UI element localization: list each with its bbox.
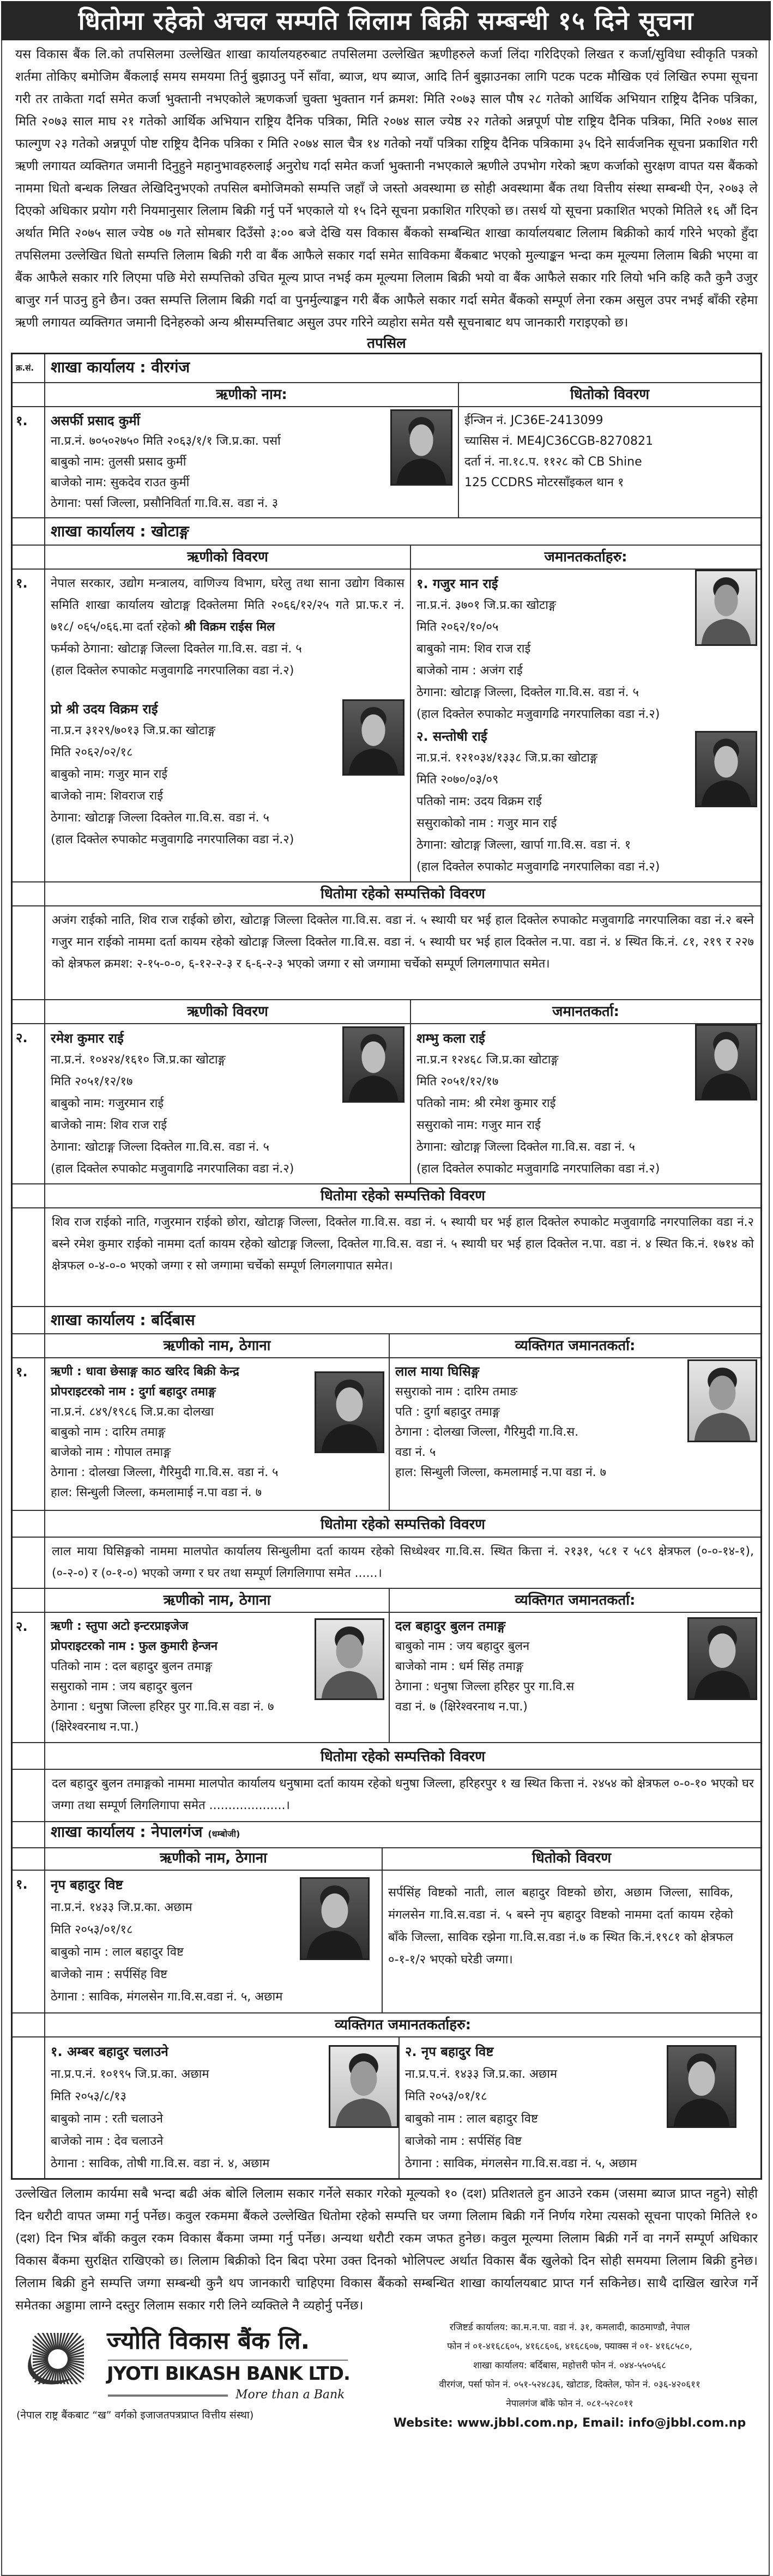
entry-row: [13, 1612, 760, 1742]
borrower-detail-line: बाबुको नाम : दारिम तमाङ्ग: [51, 1425, 166, 1439]
guarantor-detail-line: ना.प्र.नं. ३७०१ जि.प्र.का खोटाङ्ग: [416, 598, 556, 612]
guarantor-photo: [329, 2045, 398, 2128]
borrower-cell: [45, 1613, 389, 1742]
guarantor-detail-line: ठेगाना : साविक, तोषी गा.वि.स. वडा नं. ४, अछाम: [51, 2157, 270, 2170]
borrower-detail-line: मिति २०५१/१२/१७: [51, 1075, 133, 1089]
contact-line: रजिष्टर्ड कार्यालय: का.म.न.पा. वडा नं. ३१, कमलादी, काठमाण्डौ, नेपाल: [449, 2322, 690, 2333]
borrower-header: ऋणीको नाम, ठेगाना: [163, 1338, 271, 1354]
borrower-header: ऋणीको विवरण: [187, 549, 268, 565]
column-header-row: [13, 1588, 760, 1612]
borrower-title-line: ऋणी : स्तुपा अटो इन्टरप्राइजेज: [51, 1619, 189, 1633]
borrower-cell: [45, 1871, 382, 2012]
bank-name-english: JYOTI BIKASH BANK LTD.: [107, 2363, 350, 2385]
guarantor-detail-line: ससुराको नाम : दारिम तमाङ: [395, 1385, 518, 1399]
guarantor-detail-line: मिति २०५३/८/१३: [51, 2090, 126, 2103]
guarantor-detail-line: मिति २०६२/१०/०५: [416, 620, 499, 634]
guarantor-detail-line: वडा नं. ७ (क्षिरेश्वरनाथ न.पा.): [395, 1700, 528, 1714]
contact-line: वीरगंज, पर्सा फोन नं. ०५१-५२४८३६, खोटाङ, दिक्तेल, फोन नं. ०३६-४२०६११: [439, 2379, 700, 2390]
borrower-detail-line: ना.प्र.नं. १४३३ जि.प्र.का. अछाम: [51, 1901, 192, 1914]
borrower-detail-line: ठेगाना: खोटाङ्ग जिल्ला दिक्तेल गा.वि.स. वडा नं. ५: [51, 1140, 269, 1154]
guarantor-photo: [695, 570, 757, 646]
collateral-detail-line: ईन्जिन नं. JC36E-2413099: [464, 414, 603, 427]
guarantor-name: २. सन्तोषी राई: [416, 729, 487, 744]
guarantor-detail-line: ना.प्र.प.नं. १४३३ जि.प्र.का. अछाम: [405, 2067, 558, 2081]
borrower-photo: [390, 409, 452, 486]
borrower-photo: [315, 1618, 384, 1700]
borrower-detail-line: (हाल दिक्तेल रुपाकोट मजुवागढि नगरपालिका वडा नं.२): [51, 1162, 294, 1176]
contact-line: शाखा कार्यालय: बर्दिबास, महोत्तरी फोन नं. ०४४-५५०५६८: [473, 2360, 666, 2371]
branch-note: (धम्बोजी): [208, 1829, 240, 1839]
proprietor-detail-line: बाबुको नाम: गजुर मान राई: [51, 767, 168, 781]
guarantor-detail-line: ठेगाना : साविक, मंगलसेन गा.वि.स.वडा नं. ५, अछाम: [405, 2157, 637, 2170]
property-row: [13, 1537, 760, 1588]
entry-row: [13, 406, 760, 517]
guarantor-name: १. गजुर मान राई: [416, 576, 498, 591]
bank-tagline: More than a Bank: [235, 2388, 345, 2402]
contact-line-list: [382, 2318, 758, 2414]
column-header-row: [13, 382, 760, 406]
borrower-detail-line: बाबुको नाम : लाल बहादुर विष्ट: [51, 1945, 184, 1959]
proprietor-detail-line: ना.प्र.न ३१२९/७०१३ जि.प्र.का खोटाङ्ग: [51, 724, 216, 737]
borrower-cell: [45, 1024, 410, 1183]
borrower-detail-line: बाजेको नाम : गोपाल तमाङ्ग: [51, 1446, 171, 1459]
borrower-detail-line: हाल: सिन्धुली जिल्ला, कमलामाई न.पा वडा नं. ७: [51, 1486, 262, 1499]
contact-line: फोन नं ०१-४१६८६०५, ४१६८६०६, ४१६८६०७, फ्याक्स नं ०१- ४१६८५८०,: [447, 2341, 692, 2352]
schedule-heading: तपसिल: [367, 335, 406, 352]
firm-name: श्री विक्रम राईस मिल: [184, 620, 275, 634]
property-row: [13, 1207, 760, 1306]
column-header-row: [13, 1333, 760, 1357]
person-silhouette-icon: [392, 411, 451, 484]
guarantor-detail-line: बाजेको नाम : अजंग राई: [416, 664, 523, 678]
borrower-photo: [342, 1026, 404, 1103]
guarantor-photo: [687, 1359, 757, 1442]
guarantor-detail-line: पति : दुर्गा बहादुर तमाङ्ग: [395, 1405, 500, 1419]
collateral-cell: [458, 407, 760, 517]
proprietor-detail-line: बाजेको नाम: शिवराज राई: [51, 789, 164, 803]
guarantor-photo: [667, 2045, 736, 2128]
bank-name-nepali: ज्योति विकास बैंक लि.: [107, 2327, 310, 2355]
firm-address-line: फर्मको ठेगाना: खोटाङ्ग जिल्ला दिक्तेल गा.वि.स. वडा नं. ५: [51, 642, 302, 656]
borrower-photo: [300, 1877, 370, 1960]
borrower-name: नृप बहादुर विष्ट: [51, 1877, 123, 1892]
property-description: अजंग राईको नाति, शिव राज राईको छोरा, खोटाङ्ग जिल्ला दिक्तेल गा.वि.स. वडा नं. ५ स्थायी घर भई हाल दिक्तेल रुपाकोट मजुवागढि नगरपालिका वडा नं.२ बस्ने गजुर मान राईको नाममा दर्ता कायम रहेको खोटाङ्ग जिल्ला दिक्तेल गा.वि.स. वडा नं. ५ स्थायी घर भई हाल दिक्तेल न.पा. वडा नं. ४ स्थित कि.नं. ८१, २१९ र २२७ को क्षेत्रफल क्रमश: २-१५-०-०, ६-१२-२-३ र ६-६-२-३ भएको जग्गा र सो जग्गामा चर्चेको सम्पूर्ण लिगलगापात समेत।: [52, 914, 754, 971]
guarantor-name: दल बहादुर बुलन तमाङ्ग: [395, 1618, 506, 1634]
guarantor-detail-line: ठेगाना: खोटाङ्ग जिल्ला, दिक्तेल गा.वि.स. वडा नं. ५: [416, 686, 639, 699]
borrower-detail-line: बाबुको नाम: गजुरमान राई: [51, 1097, 164, 1110]
borrower-cell: [45, 570, 410, 881]
guarantor-name: २. नृप बहादुर विष्ट: [405, 2044, 494, 2059]
collateral-description: सर्पसिंह विष्टको नाती, लाल बहादुर विष्टको छोरा, अछाम जिल्ला, साविक, मंगलसेन गा.वि.स.वडा नं. ५ बस्ने नृप बहादुर विष्टको नाममा दर्ता कायम रहेको बाँके जिल्ला, साविक रझेना गा.वि.स.वडा नं.७ क स्थित कि.नं.१९८१ को क्षेत्रफल ०-१-१/२ भएको घरेडी जग्गा।: [388, 1886, 733, 1967]
guarantor-detail-line: (हाल दिक्तेल रुपाकोट मजुवागढि नगरपालिका वडा नं.२): [416, 1162, 660, 1176]
column-header-row: [13, 999, 760, 1023]
borrower-detail-line: बाजेको नाम : सर्पसिंह विष्ट: [51, 1968, 168, 1981]
guarantor-header: व्यक्तिगत जमानतकर्ता:: [389, 1334, 760, 1357]
borrower-cell: [45, 1358, 389, 1510]
property-row: [13, 905, 760, 999]
person-silhouette-icon: [301, 1879, 368, 1958]
guarantor-detail-line: मिति २०५३/०१/१८: [405, 2090, 487, 2103]
entry-row: [13, 569, 760, 881]
firm-address-line-list: [51, 638, 404, 682]
borrower-detail-line: ठेगाना : दोलखा जिल्ला, गैरिमुदी गा.वि.स. वडा नं. ५: [51, 1466, 279, 1479]
serial-number: १.: [13, 1871, 45, 2012]
guarantor-name: १. अम्बर बहादुर चलाउने: [51, 2044, 168, 2059]
collateral-header: धितोको विवरण: [458, 383, 760, 406]
license-note: (नेपाल राष्ट्र बैंकबाट “ख” वर्गको इजाजतपत्रप्राप्त वित्तीय संस्था): [16, 2409, 254, 2421]
schedule-table: [11, 353, 762, 2180]
borrower-title-line: प्रोपराइटरको नाम : दुर्गा बहादुर तमाङ्ग: [51, 1385, 216, 1399]
borrower-header: ऋणीको नाम, ठेगाना: [160, 1850, 267, 1866]
borrower-name: रमेश कुमार राई: [51, 1031, 124, 1046]
property-row: [13, 1769, 760, 1821]
person-silhouette-icon: [689, 1619, 756, 1698]
borrower-detail-line: ठेगाना: पर्सा जिल्ला, प्रसौनिविर्ता गा.वि.स. वडा नं. ३: [51, 497, 279, 510]
person-silhouette-icon: [316, 1373, 383, 1452]
guarantor-block: [416, 725, 755, 878]
borrower-cell: [45, 407, 458, 517]
notice-title: धितोमा रहेको अचल सम्पति लिलाम बिक्री सम्बन्धी १५ दिने सूचना: [1, 1, 771, 40]
entry-row: [13, 1870, 760, 2012]
borrower-detail-line: ना.प्र.नं. ८४९/१९८६ जि.प्र.का दोलखा: [51, 1405, 214, 1419]
guarantor-detail-line: (हाल दिक्तेल रुपाकोट मजुवागढि नगरपालिका वडा नं.२): [416, 860, 660, 874]
person-silhouette-icon: [697, 1026, 756, 1099]
borrower-header: ऋणीको नाम:: [216, 386, 287, 403]
footer: [0, 2317, 773, 2448]
borrower-detail-line: (क्षिरेश्वरनाथ न.पा.): [51, 1720, 139, 1734]
property-description: लाल माया घिसिङ्गको नाममा मालपोत कार्यालय सिन्धुलीमा दर्ता कायम रहेको सिध्धेश्वर गा.वि.स. स्थित कित्ता नं. २१३१, ५८१ र ५८९ क्षेत्रफल (०-०-१४-१), (०-२-०) र (०-१-०) भएको जग्गा र घर तथा सम्पूर्ण लिगलिगापा समेत ......।: [52, 1545, 754, 1580]
guarantor-detail-line: ठेगाना : धनुषा जिल्ला हरिहर पुर गा.वि.स: [395, 1680, 575, 1694]
proprietor-photo: [342, 699, 404, 776]
borrower-photo: [315, 1371, 384, 1453]
branch-row-nepalgunj: [13, 1821, 760, 1847]
borrower-detail-line: ठेगाना : धनुषा जिल्ला हरिहर पुर गा.वि.स वडा नं. ७: [51, 1700, 274, 1714]
borrower-detail-line: ठेगाना : साविक, मंगलसेन गा.वि.स.वडा नं. ५, अछाम: [51, 1990, 283, 2004]
guarantor-name: लाल माया घिसिङ्ग: [395, 1364, 480, 1379]
guarantor-photo: [687, 1617, 757, 1700]
property-header: धितोमा रहेको सम्पत्तिको विवरण: [321, 1516, 485, 1533]
borrower-title-line: ऋणी : धावा छेसाङ्ग काठ खरिद बिक्री केन्द्र: [51, 1365, 239, 1378]
column-header-row: [13, 1847, 760, 1870]
person-silhouette-icon: [330, 2047, 397, 2126]
property-header-row: [13, 1183, 760, 1207]
proprietor-detail-line: मिति २०६२/०२/१८: [51, 746, 133, 759]
branch-row-khotang: [13, 517, 760, 545]
person-silhouette-icon: [316, 1620, 383, 1698]
guarantor-header: व्यक्तिगत जमानतकर्ताहरु:: [334, 2017, 472, 2033]
proprietor-detail-line: (हाल दिक्तेल रुपाकोट मजुवागढि नगरपालिका वडा नं.२): [51, 833, 294, 846]
guarantor-detail-line: पतिको नाम: उदय विक्रम राई: [416, 795, 542, 808]
guarantor-header-row: [13, 2012, 760, 2036]
contact-line: नेपालगंज बाँके फोन नं. ०८१-५२८०११: [506, 2398, 633, 2409]
serial-header-label: क्र.सं.: [16, 363, 34, 373]
serial-number: २.: [13, 1024, 45, 1183]
collateral-detail-line: दर्ता नं. ना.१८.प. ११२८ को CB Shine: [464, 455, 642, 469]
website-email[interactable]: Website: www.jbbl.com.np, Email: info@jbbl.com.np: [393, 2416, 746, 2430]
closing-paragraph: उल्लेखित लिलाम कार्यमा सबै भन्दा बढी अंक बोलि लिलाम सकार गर्नेले सकार गरेको मूल्यको १० (दश) प्रतिशतले हुन आउने रकम (जसमा ब्याज प्राप्त नहुने) सोही दिन धरौटी वापत जम्मा गर्नु पर्नेछ। कवुल रकममा बैंकले उल्लेखित धितोमा रहेको सम्पत्ति घर जग्गा लिलाम बिक्री गर्ने निर्णय गरेमा त्यसको सूचना पाएको मितिले १० (दश) दिन भित्र बाँकी कवुल रकम विकास बैंकमा जम्मा गर्नु पर्नेछ। अन्यथा धरौटी रकम जफत हुनेछ। कवुल मूल्यमा लिलाम बिक्री गर्ने वा नगर्ने सम्पूर्ण अधिकार विकास बैंकमा सुरक्षित राखिएको छ। लिलाम बिक्रीको दिन बिदा परेमा उक्त दिनको भोलिपल्ट अर्थात विकास बैंक खुलेको दिन सोही समयमा लिलाम बिक्री हुनेछ। लिलाम बिक्री हुने सम्पत्ति जग्गा सम्बन्धी कुनै थप जानकारी चाहिएमा विकास बैंकको सम्बन्धित शाखा कार्यालयबाट प्राप्त गर्न सकिनेछ। साथै दाखिल खारेज गर्ने समेतका अड्डामा लाग्ने दस्तुर लिलाम सकार गरी लिने व्यक्तिले नै व्यहोर्नु पर्नेछ।: [15, 2187, 758, 2313]
person-silhouette-icon: [344, 1028, 403, 1101]
entry-row: [13, 1023, 760, 1183]
person-silhouette-icon: [697, 733, 756, 806]
property-header-row: [13, 881, 760, 905]
guarantor-detail-line: ठेगाना: खोटाङ्ग जिल्ला, खार्पा गा.वि.स. वडा नं. १: [416, 838, 631, 852]
serial-header: [13, 354, 45, 382]
guarantor-cell: [389, 1358, 760, 1510]
guarantor-cell: [410, 570, 760, 881]
notice-body: [0, 44, 773, 2448]
collateral-cell: [382, 1871, 760, 2012]
branch-row-bardibas: [13, 1306, 760, 1333]
guarantor-detail-line: बाजेको नाम : सर्पसिंह विष्ट: [405, 2134, 522, 2148]
guarantor-detail-line: वडा नं. ५: [395, 1446, 436, 1459]
borrower-detail-line: बाजेको नाम: सुकदेव राउत कुर्मी: [51, 476, 190, 489]
serial-number: २.: [13, 1613, 45, 1742]
guarantor-detail-line: ठेगाना : दोलखा जिल्ला, गैरिमुदी गा.वि.स.: [395, 1425, 579, 1439]
column-header-row: [13, 545, 760, 569]
bank-logo-icon: [20, 2331, 85, 2385]
borrower-detail-line: बाजेको नाम: शिव राज राई: [51, 1118, 167, 1132]
branch-name: शाखा कार्यालय : बर्दिबास: [51, 1311, 195, 1329]
branch-name: शाखा कार्यालय : खोटाङ्ग: [51, 522, 189, 540]
branch-name: [45, 1822, 245, 1847]
serial-number: १.: [13, 570, 45, 881]
person-silhouette-icon: [697, 571, 756, 644]
person-silhouette-icon: [668, 2047, 735, 2126]
branch-row-birgunj: [13, 354, 760, 382]
intro-paragraph: यस विकास बैंक लि.को तपसिलमा उल्लेखित शाखा कार्यालयहरुबाट तपसिलमा उल्लेखित ऋणीहरुले कर्जा लिंदा गरिदिएको लिखत र कर्जा/सुविधा स्वीकृति पत्रको शर्तमा तोकिए बमोजिम बैंकलाई समय समयमा तिर्नु बुझाउनु पर्ने साँवा, ब्याज, थप ब्याज, आदि तिर्न बुझाउनका लागि पटक पटक मौखिक एवं लिखित रुपमा सूचना गरी तर ताकेता गर्दा समेत कर्जा भुक्तानी नभएकोले ऋणकर्जा चुक्ता भुक्तान गर्न क्रमश: मिति २०७३ साल पौष २८ गतेको आर्थिक अभियान राष्ट्रिय दैनिक पत्रिका, मिति २०७३ साल माघ २१ गतेको आर्थिक अभियान राष्ट्रिय दैनिक पत्रिका, मिति २०७४ साल ज्येष्ठ २२ गतेको अन्नपूर्ण पोष्ट राष्ट्रिय दैनिक पत्रिका, मिति २०७४ साल फाल्गुण २३ गतेको अन्नपूर्ण पोष्ट राष्ट्रिय दैनिक पत्रिका र मिति २०७४ साल चैत्र १४ गतेको नयाँ पत्रिका राष्ट्रिय दैनिक पत्रिकामा ३५ दिने सार्वजनिक सूचना प्रकाशित गरी ऋणी लगायत व्यक्तिगत जमानी दिनुहुने महानुभावहरुलाई अनुरोध गर्दा समेत कर्जा भुक्तानी नभएकाले ऋणीले उपभोग गरेको ऋण कर्जाको सुरक्षण वापत यस बैंकको नाममा धितो बन्धक लिखत लेखिदिनुभएको तपसिल बमोजिमको सम्पत्ति जहाँ जे जस्तो अवस्थामा छ सोही अवस्थामा बैंक तथा वित्तीय संस्था सम्बन्धी ऐन, २०७३ ले दिएको अधिकार प्रयोग गरी नियमानुसार लिलाम बिक्री गर्नु पर्ने भएकाले यो १५ दिने सूचना प्रकाशित गरिएको छ। तसर्थ यो सूचना प्रकाशित भएको मितिले १६ औं दिन अर्थात मिति २०७५ साल ज्येष्ठ ०७ गते सोमबार दिउँसो ३:०० बजे देखि यस विकास बैंकको सम्बन्धित शाखा कार्यालयबाट लिलाम बिक्रीको कार्य गरिने भएको हुँदा तपसिलमा उल्लेखित धितो सम्पत्ति लिलाम बिक्री गरी वा बैंक आफैले सकार गर्दा समेत साविकमा बैंकबाट भएको मुल्याङ्कन भन्दा कम मूल्यमा लिलाम बिक्री भएमा वा बैंक आफैले सकार गरि लिएमा पछि मेरो सम्पत्तिको उचित मूल्य प्राप्त नभई कम मूल्यमा लिलाम बिक्री भयो वा बैंक आफैले सकार गरि लियो भनि कहि कतै कुनै उजुर बाजुर गर्न पाउनु हुने छैन। उक्त सम्पत्ति लिलाम बिक्री गर्दा वा पुनर्मुल्याङ्कन गरी बैंक आफैले सकार गर्दा समेत बैंकको सम्पूर्ण लेना रकम असुल उपर नभई बाँकी रहेमा ऋणी लगायत व्यक्तिगत जमानी दिनेहरुको अन्य श्रीसम्पत्तिबाट असुल उपर गरिने व्यहोरा समेत यसै सूचनाबाट थप जानकारी गराइएको छ।: [15, 47, 758, 330]
guarantor-header: व्यक्तिगत जमानतकर्ता:: [389, 1589, 760, 1612]
borrower-detail-line: मिति २०५३/०१/१८: [51, 1923, 133, 1937]
collateral-detail-line: च्यासिस नं. ME4JC36CGB-8270821: [464, 434, 653, 448]
guarantor-block: [416, 573, 755, 725]
serial-number: १.: [13, 407, 45, 517]
borrower-header: ऋणीको विवरण: [187, 1003, 268, 1020]
collateral-detail-line-list: [464, 410, 755, 493]
guarantor-name: शम्भु कला राई: [416, 1031, 485, 1046]
property-header: धितोमा रहेको सम्पत्तिको विवरण: [321, 1749, 485, 1765]
guarantor-detail-line: ससुराको नाम: गजुर मान राई: [416, 1118, 541, 1132]
borrower-title-line: प्रोपराइटरको नाम : फुल कुमारी हेन्जन: [51, 1640, 218, 1653]
guarantor-detail-line: मिति २०५१/१२/१७: [416, 1075, 499, 1089]
guarantor-detail-line: ना.प्र.प.नं. १०१९५ जि.प्र.का. अछाम: [51, 2067, 209, 2081]
guarantor-header: जमानतकर्ताहरु:: [410, 546, 760, 569]
proprietor-block: [51, 698, 404, 851]
borrower-detail-line: बाबुको नाम: तुलसी प्रसाद कुर्मी: [51, 455, 186, 469]
guarantor-detail-line: बाबुको नाम : जय बहादुर बुलन: [395, 1640, 530, 1653]
guarantor-header: जमानतकर्ता:: [410, 1000, 760, 1023]
person-silhouette-icon: [344, 701, 403, 774]
guarantor-detail-line: ना.प्र.नं. १२१०३४/१३३८ जि.प्र.का खोटाङ्ग: [416, 751, 597, 765]
borrower-name: असर्फी प्रसाद कुर्मी: [51, 413, 140, 428]
guarantor-detail-line: पतिको नाम: श्री रमेश कुमार राई: [416, 1097, 556, 1110]
guarantor-detail-line: बाबुको नाम : रती चलाउने: [51, 2112, 163, 2126]
guarantor-cell: [389, 1613, 760, 1742]
borrower-detail-line: पतिको नाम : दल बहादुर बुलन तमाङ्ग: [51, 1660, 212, 1673]
borrower-detail-line: ना.प्र.नं. ७०५०२७५० मिति २०६३/१/१ जि.प्र.का. पर्सा: [51, 434, 281, 448]
branch-name: शाखा कार्यालय : वीरगंज: [51, 358, 190, 376]
guarantor-detail-line: बाबुको नाम : लाल बहादुर विष्ट: [405, 2112, 538, 2126]
guarantor-detail-line: बाजेको नाम : धर्म सिंह तमाङ्ग: [395, 1660, 523, 1673]
proprietor-detail-line: ठेगाना: खोटाङ्ग जिल्ला दिक्तेल गा.वि.स. वडा नं. ५: [51, 811, 269, 825]
guarantor-detail-line: ना.प्र.न १२४६८ जि.प्र.का खोटाङ्ग: [416, 1053, 559, 1067]
property-header-row: [13, 1510, 760, 1537]
guarantor-cell: [45, 2037, 398, 2178]
guarantor-detail-line: ससुराकोको नाम : गजुर मान राई: [416, 817, 557, 830]
guarantor-detail-line: बाजेको नाम : देव चलाउने: [51, 2134, 164, 2148]
guarantor-detail-line: (हाल दिक्तेल रुपाकोट मजुवागढि नगरपालिका वडा नं.२): [416, 708, 660, 721]
firm-address-line: (हाल दिक्तेल रुपाकोट मजुवागढि नगरपालिका वडा नं.२): [51, 664, 294, 678]
serial-number: १.: [13, 1358, 45, 1510]
guarantor-photo: [695, 731, 757, 807]
firm-registration-text: [51, 573, 404, 638]
contact-block: [382, 2318, 758, 2433]
divider: [108, 2360, 348, 2361]
guarantor-detail-line: बाबुको नाम: शिव राज राई: [416, 642, 531, 656]
borrower-detail-line-list: [51, 431, 384, 514]
property-header-row: [13, 1742, 760, 1769]
property-header: धितोमा रहेको सम्पत्तिको विवरण: [321, 886, 485, 902]
guarantor-detail-line: ठेगाना: खोटाङ्ग जिल्ला दिक्तेल गा.वि.स. वडा नं. ५: [416, 1140, 635, 1154]
guarantor-cell: [410, 1024, 760, 1183]
proprietor-name: प्रो श्री उदय विक्रम राई: [51, 702, 158, 717]
guarantor-cell: [398, 2037, 760, 2178]
collateral-header: धितोको विवरण: [382, 1848, 760, 1870]
entry-row: [13, 1357, 760, 1510]
property-description: दल बहादुर बुलन तमाङ्गको नाममा मालपोत कार्यालय धनुषामा दर्ता कायम रहेको धनुषा जिल्ला, हरिहरपुर १ ख स्थित कित्ता नं. २४५४ को क्षेत्रफल ०-०-१० भएको घर जग्गा तथा सम्पूर्ण लिगलिगापा समेत ....................।: [52, 1777, 754, 1812]
firm-registration: नेपाल सरकार, उद्योग मन्त्रालय, वाणिज्य विभाग, घरेलु तथा साना उद्योग विकास समिति शाखा कार्यालय खोटाङ्ग दिक्तेलमा मिति २०६६/१२/२५ गते प्रा.फ.र नं. ७१८/ ०६५/०६६.मा दर्ता रहेको: [51, 577, 404, 634]
branch-label: शाखा कार्यालय : नेपालगंज: [51, 1823, 203, 1841]
guarantor-photo: [695, 1024, 757, 1100]
property-header: धितोमा रहेको सम्पत्तिको विवरण: [321, 1188, 485, 1204]
guarantors-row: [13, 2036, 760, 2178]
guarantor-detail-line: मिति २०७०/०३/०९: [416, 773, 499, 787]
collateral-detail-line: 125 CCDRS मोटरसाँइकल थान १: [464, 476, 624, 489]
property-description: शिव राज राईको नाति, गजुरमान राईको छोरा, खोटाङ्ग जिल्ला, दिक्तेल गा.वि.स. वडा नं. ५ स्थायी घर भई हाल दिक्तेल रुपाकोट मजुवागढि नगरपालिका वडा नं.२ बस्ने रमेश कुमार राईको नाममा दर्ता कायम रहेको खोटाङ्ग जिल्ला, दिक्तेल गा.वि.स. वडा नं. ५ स्थायी घर भई हाल दिक्तेल न.पा. वडा नं. ४ स्थित कि.नं. १७१४ को क्षेत्रफल ०-४-०-० भएको जग्गा र सो जग्गामा चर्चेको सम्पूर्ण लिगलगापात समेत।: [52, 1216, 754, 1273]
borrower-header: ऋणीको नाम, ठेगाना: [163, 1592, 271, 1609]
borrower-detail-line: ससुराको नाम : जय बहादुर बुलन: [51, 1680, 192, 1694]
borrower-detail-line: ना.प्र.नं. १०४२४/१६१० जि.प्र.का खोटाङ्ग: [51, 1053, 226, 1067]
divider: [108, 2394, 228, 2397]
person-silhouette-icon: [689, 1361, 756, 1441]
guarantor-detail-line: हाल: सिन्धुली जिल्ला, कमलामाई न.पा वडा नं. ७: [395, 1466, 607, 1479]
